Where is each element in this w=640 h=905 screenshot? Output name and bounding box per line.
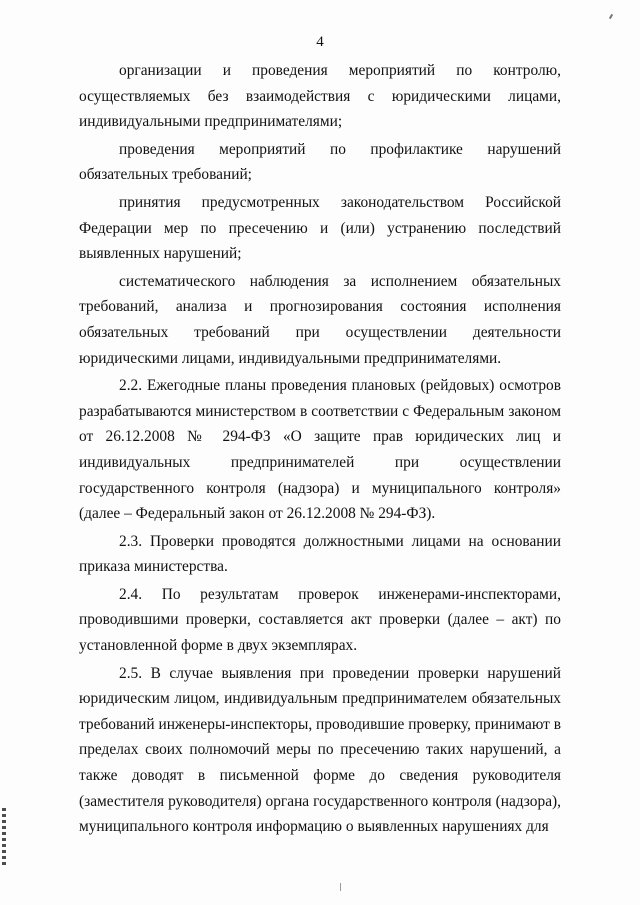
paragraph: проведения мероприятий по профилактике нарушений обязательных требований; [79, 140, 561, 184]
scan-artifact [609, 14, 613, 19]
scan-artifact [340, 883, 341, 891]
document-body [79, 58, 561, 840]
paragraph: 2.5. В случае выявления при проведении проверки нарушений юридическим лицом, индивидуальным предпринимателем обязательных требований инженеры-инспекторы, проводившие проверку, принимают в пределах своих полномочий меры по пресечению таких нарушений, а также доводят в письменной форме до сведения руководителя (заместителя руководителя) органа государственного контроля (надзора), муниципального контроля информацию о выявленных нарушениях для [79, 664, 561, 836]
paragraph: 2.3. Проверки проводятся должностными лицами на основании приказа министерства. [79, 532, 561, 576]
paragraph: организации и проведения мероприятий по контролю, осуществляемых без взаимодействия с юридическими лицами, индивидуальными предпринимателями; [79, 62, 561, 131]
page-number: 4 [316, 34, 324, 50]
scan-artifact [2, 808, 6, 866]
paragraph: 2.4. По результатам проверок инженерами-инспекторами, проводившими проверки, составляется акт проверки (далее – акт) по установленной форме в двух экземплярах. [79, 585, 561, 655]
paragraph: систематического наблюдения за исполнением обязательных требований, анализа и прогнозирования состояния исполнения обязательных требований при осуществлении деятельности юридическими лицами, индивидуальными предпринимателями. [79, 272, 561, 367]
paragraph: принятия предусмотренных законодательством Российской Федерации мер по пресечению и (или) устранению последствий выявленных нарушений; [79, 193, 561, 263]
paragraph: 2.2. Ежегодные планы проведения плановых (рейдовых) осмотров разрабатываются министерством в соответствии с Федеральным законом от 26.12.2008 № 294-ФЗ «О защите прав юридических лиц и индивидуальных предпринимателей при осуществлении государственного контроля (надзора) и муниципального контроля» (далее – Федеральный закон от 26.12.2008 № 294-ФЗ). [79, 377, 561, 523]
